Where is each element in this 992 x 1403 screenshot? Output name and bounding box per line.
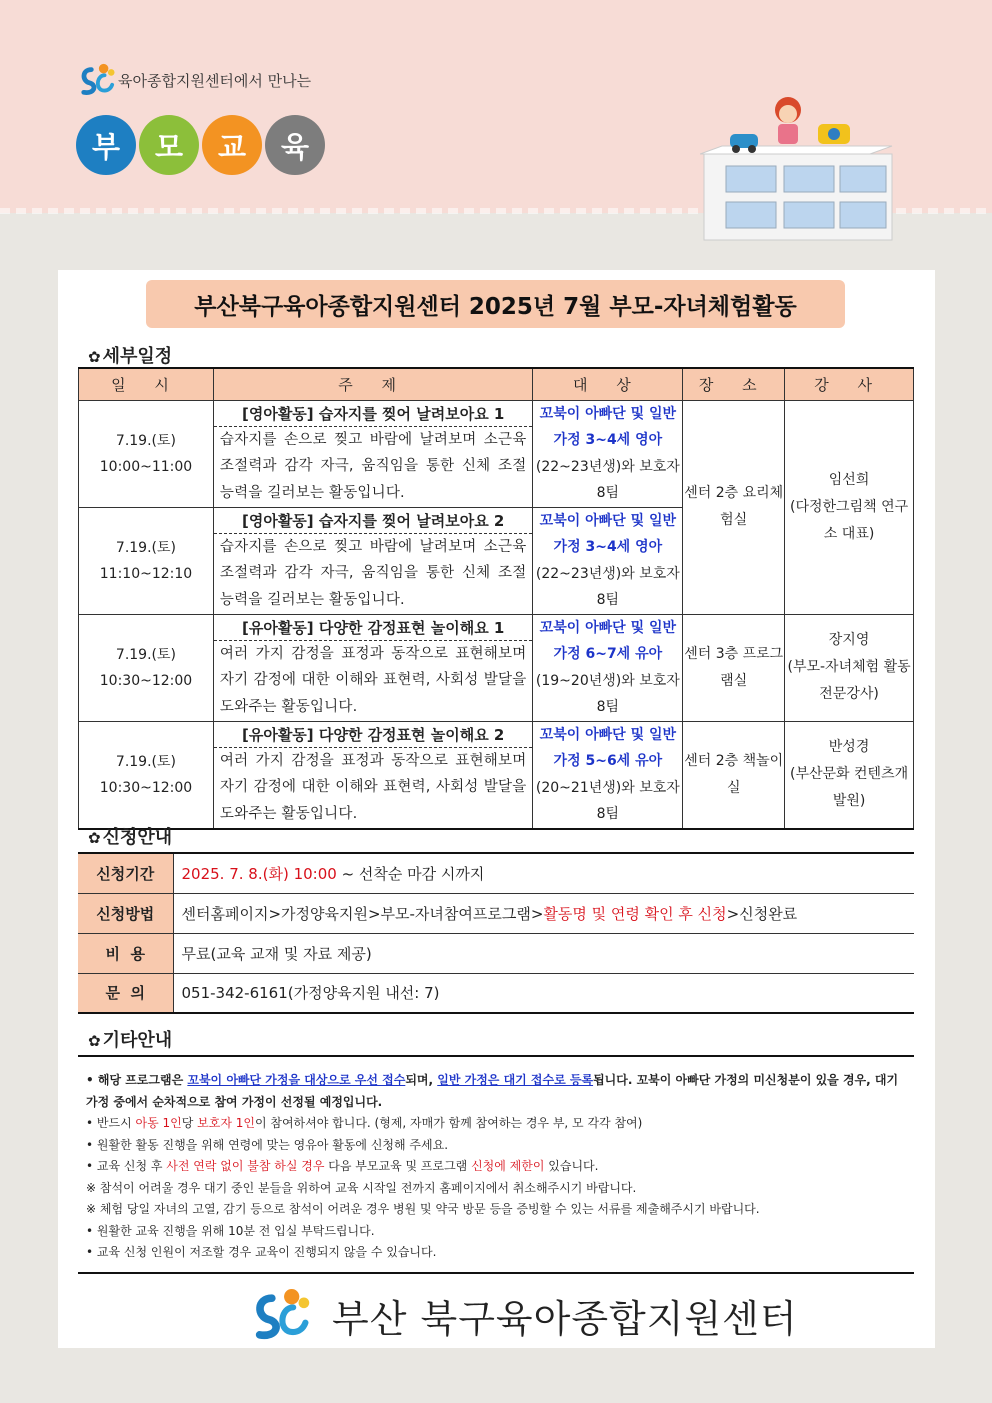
badge-bu: 부 [76,115,136,175]
application-section-title: 신청안내 [102,827,173,848]
table-row [78,893,914,933]
table-row [78,973,914,1013]
session-teacher: 반성경 (부산문화 컨텐츠개발원) [785,721,914,829]
note-item: ※ 참석이 어려울 경우 대기 중인 분들을 위하여 교육 시작일 전까지 홈페이지에서 취소해주시기 바랍니다. [86,1180,637,1195]
header-target: 대 상 [533,368,683,400]
session-topic: [유아활동] 다양한 감정표현 놀이해요 1 여러 가지 감정을 표정과 동작으로 표현해보며 자기 감정에 대한 이해와 표현력, 사회성 발달을 도와주는 활동입니다. [213,614,533,721]
contact-label: 문 의 [78,973,173,1013]
header-datetime: 일 시 [79,368,214,400]
badge-yuk: 육 [265,115,325,175]
flower-icon: ✿ [88,829,101,847]
contact-value: 051-342-6161(가정양육지원 내선: 7) [173,973,914,1013]
notes-box [78,1055,914,1274]
session-topic: [영아활동] 습자지를 찢어 날려보아요 2 습자지를 손으로 찢고 바람에 날려보며 소근육 조절력과 감각 자극, 움직임을 통한 신체 조절 능력을 길러보는 활동입니다. [213,507,533,614]
session-place: 센터 2층 책놀이실 [683,721,785,829]
note-item: • 해당 프로그램은 꼬북이 아빠단 가정을 대상으로 우선 접수되며, 일반 가정은 대기 접수로 등록됩니다. 꼬북이 아빠단 가정의 미신청분이 있을 경우, 대기 가정 중에서 순차적으로 참여 가정이 선정될 예정입니다. [86,1073,899,1109]
header-subtitle: 육아종합지원센터에서 만나는 [118,71,312,90]
session-datetime: 7.19.(토) 11:10~12:10 [79,507,214,614]
footer-org-name: 부산 북구육아종합지원센터 [332,1296,798,1341]
header-topic: 주 제 [213,368,533,400]
note-item: • 교육 신청 인원이 저조할 경우 교육이 진행되지 않을 수 있습니다. [86,1245,437,1259]
method-value: 센터홈페이지>가정양육지원>부모-자녀참여프로그램>활동명 및 연령 확인 후 신청>신청완료 [173,893,914,933]
header-place: 장 소 [683,368,785,400]
session-place: 센터 3층 프로그램실 [683,614,785,721]
table-row [78,853,914,893]
application-section-heading [88,823,172,849]
toy-shelf-illustration [700,92,900,242]
center-logo-icon [78,62,116,98]
session-topic: [유아활동] 다양한 감정표현 놀이해요 2 여러 가지 감정을 표정과 동작으로 표현해보며 자기 감정에 대한 이해와 표현력, 사회성 발달을 도와주는 활동입니다. [213,721,533,829]
session-target: 꼬북이 아빠단 및 일반 가정 5~6세 유아 (20~21년생)와 보호자 8팀 [533,721,683,829]
schedule-section-heading [88,342,172,368]
footer-logo [238,1286,798,1344]
session-datetime: 7.19.(토) 10:30~12:00 [79,614,214,721]
method-label: 신청방법 [78,893,173,933]
table-row [78,933,914,973]
session-teacher: 장지영 (부모-자녀체험 활동 전문강사) [785,614,914,721]
period-value: 2025. 7. 8.(화) 10:00 ~ 선착순 마감 시까지 [173,853,914,893]
session-target: 꼬북이 아빠단 및 일반 가정 3~4세 영아 (22~23년생)와 보호자 8팀 [533,507,683,614]
note-item: • 원활한 교육 진행을 위해 10분 전 입실 부탁드립니다. [86,1223,375,1238]
table-row [79,614,914,721]
badge-mo: 모 [139,115,199,175]
flower-icon: ✿ [88,1032,101,1050]
page-title: 부산북구육아종합지원센터 2025년 7월 부모-자녀체험활동 [146,280,845,328]
session-place: 센터 2층 요리체험실 [683,400,785,614]
application-table [78,852,914,1014]
session-teacher: 임선희 (다정한그림책 연구소 대표) [785,400,914,614]
note-item: • 원활한 활동 진행을 위해 연령에 맞는 영유아 활동에 신청해 주세요. [86,1137,449,1152]
parent-education-badges [76,115,325,175]
schedule-table [78,367,914,830]
cost-label: 비 용 [78,933,173,973]
header-teacher: 강 사 [785,368,914,400]
session-datetime: 7.19.(토) 10:30~12:00 [79,721,214,829]
schedule-header-row [79,368,914,400]
session-target: 꼬북이 아빠단 및 일반 가정 3~4세 영아 (22~23년생)와 보호자 8팀 [533,400,683,507]
schedule-section-title: 세부일정 [102,346,173,367]
content-card [58,270,935,1348]
flower-icon: ✿ [88,348,101,366]
session-topic: [영아활동] 습자지를 찢어 날려보아요 1 습자지를 손으로 찢고 바람에 날려보며 소근육 조절력과 감각 자극, 움직임을 통한 신체 조절 능력을 길러보는 활동입니다. [213,400,533,507]
note-item: • 교육 신청 후 사전 연락 없이 불참 하실 경우 다음 부모교육 및 프로그램 신청에 제한이 있습니다. [86,1159,599,1173]
note-item: ※ 체험 당일 자녀의 고열, 감기 등으로 참석이 어려운 경우 병원 및 약국 방문 등을 증빙할 수 있는 서류를 제출해주시기 바랍니다. [86,1202,760,1216]
table-row [79,721,914,829]
session-datetime: 7.19.(토) 10:00~11:00 [79,400,214,507]
header-subtitle-group [78,62,311,98]
cost-value: 무료(교육 교재 및 자료 제공) [173,933,914,973]
table-row [79,400,914,507]
center-logo-icon [238,1286,324,1344]
session-target: 꼬북이 아빠단 및 일반 가정 6~7세 유아 (19~20년생)와 보호자 8팀 [533,614,683,721]
notes-section-heading [88,1026,172,1052]
note-item: • 반드시 아동 1인당 보호자 1인이 참여하셔야 합니다. (형제, 자매가 함께 참여하는 경우 부, 모 각각 참여) [86,1116,643,1130]
period-label: 신청기간 [78,853,173,893]
badge-gyo: 교 [202,115,262,175]
notes-section-title: 기타안내 [102,1030,173,1051]
